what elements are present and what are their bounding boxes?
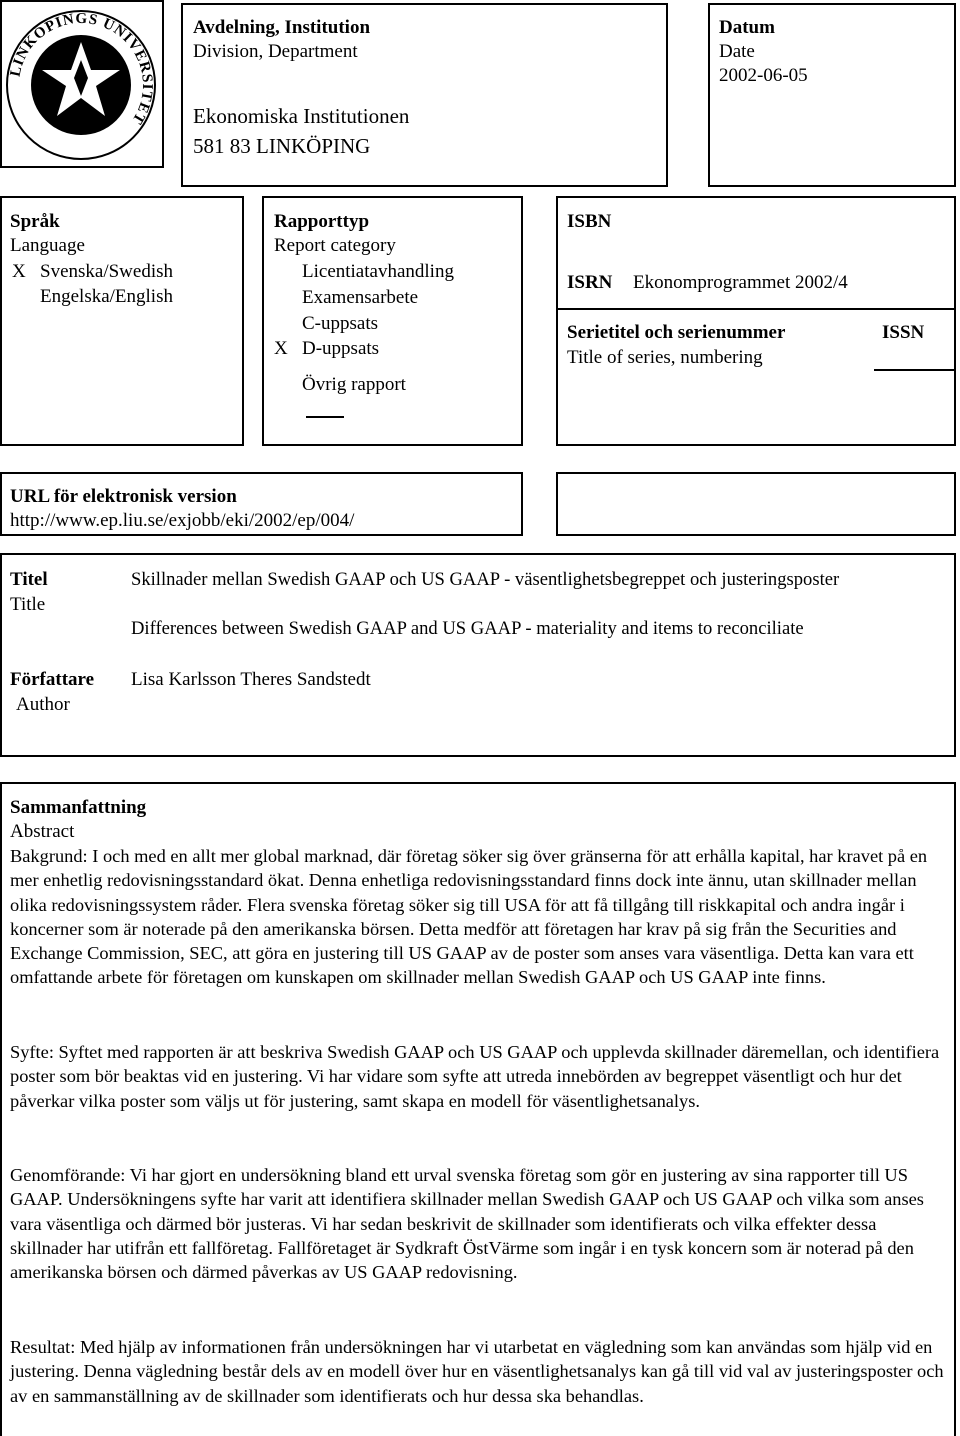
university-logo (4, 8, 158, 162)
title-label-sv: Titel (10, 569, 48, 590)
report-option-licentiate: Licentiatavhandling (302, 261, 454, 282)
language-option-swedish: Svenska/Swedish (40, 261, 173, 282)
report-option-d-uppsats: D-uppsats (302, 338, 380, 359)
report-other-line (306, 416, 344, 418)
abstract-paragraph-purpose: Syfte: Syftet med rapporten är att beskriva Swedish GAAP och US GAAP och upplevda skillnader däremellan, och identifiera poster som bör beaktas vid en justering. Vi har vidare som syfte att utreda innebörden av begreppet väsentligt och hur det påverkar vilka poster som väljs ut för justering, samt skapa en modell för väsentlighetsanalys. (10, 1042, 940, 1111)
url-label: URL för elektronisk version (10, 486, 237, 507)
dept-label-en: Division, Department (193, 41, 358, 62)
dept-name: Ekonomiska Institutionen (193, 104, 410, 128)
title-label-en: Title (10, 594, 46, 615)
abstract-paragraph-result: Resultat: Med hjälp av informationen från undersökningen har vi utarbetat en vägledning som kan användas som hjälp vid en justering. Denna vägledning består dels av en modell över hur en väsentlighetsanalys kan gå till vid val av justeringsposter och av en sammanställning av de skillnader som identifierats och hur dessa ska behandlas. (10, 1337, 944, 1406)
isrn-label: ISRN (567, 272, 613, 293)
language-option-mark: X (12, 261, 26, 282)
url-link[interactable]: http://www.ep.liu.se/exjobb/eki/2002/ep/004/ (10, 510, 355, 531)
date-label-sv: Datum (719, 17, 775, 38)
language-label-sv: Språk (10, 211, 60, 232)
author-label-en: Author (16, 694, 70, 715)
date-label-en: Date (719, 41, 755, 62)
abstract-label-sv: Sammanfattning (10, 797, 147, 818)
language-option-english: Engelska/English (40, 286, 173, 307)
series-label-en: Title of series, numbering (567, 347, 763, 368)
report-option-c-uppsats: C-uppsats (302, 313, 378, 334)
report-option-mark: X (274, 338, 288, 359)
author-label-sv: Författare (10, 669, 95, 690)
abstract-label-en: Abstract (10, 821, 75, 842)
dept-address: 581 83 LINKÖPING (193, 134, 371, 158)
abstract-paragraph-method: Genomförande: Vi har gjort en undersökning bland ett urval svenska företag som gör en justering av sina rapporter till US GAAP. Undersökningens syfte har varit att identifiera skillnader mellan Swedish GAAP och US GAAP och vilka som anses vara väsentliga och därmed bör justeras. Vi har sedan beskrivit de skillnader som identifierats och vilka effekter dessa skillnader har utifrån ett fallföretag. Fallföretaget är Sydkraft ÖstVärme som ingår i en tysk koncern som är noterad på den amerikanska börsen och därmed påverkas av US GAAP redovisning. (10, 1165, 924, 1283)
authors: Lisa Karlsson Theres Sandstedt (131, 669, 371, 690)
url-empty-box (556, 472, 956, 536)
language-label-en: Language (10, 235, 85, 256)
dept-label-sv: Avdelning, Institution (193, 17, 371, 38)
title-swedish: Skillnader mellan Swedish GAAP och US GAAP - väsentlighetsbegreppet och justeringsposter (131, 569, 840, 590)
series-label-sv: Serietitel och serienummer (567, 322, 786, 343)
isbn-label: ISBN (567, 211, 612, 232)
svg-text:LINKÖPINGS UNIVERSITET: LINKÖPINGS UNIVERSITET (7, 10, 156, 128)
report-label-en: Report category (274, 235, 396, 256)
report-other-label: Övrig rapport (302, 374, 406, 395)
title-english: Differences between Swedish GAAP and US GAAP - materiality and items to reconciliate (131, 618, 804, 639)
issn-label: ISSN (882, 322, 925, 343)
isrn-value: Ekonomprogrammet 2002/4 (633, 272, 848, 293)
report-label-sv: Rapporttyp (274, 211, 370, 232)
abstract-paragraph-background: Bakgrund: I och med en allt mer global marknad, där företag söker sig över gränserna för att erhålla kapital, har kravet på en mer enhetlig redovisningsstandard ökat. Denna enhetliga redovisningsstandard finns dock inte ännu, utan skillnader mellan olika redovisningssystem råder. Flera svenska företag söker sig till USA för att få tillgång till riskkapital och andra ingår i koncerner som är noterade på den amerikanska börsen. Detta medför att företagen har krav på sig från the Securities and Exchange Commission, SEC, att göra en justering till US GAAP av de poster som anses vara väsentliga. Detta kan vara ett omfattande arbete för företagen om kunskapen om skillnader mellan Swedish GAAP och US GAAP inte finns. (10, 846, 928, 988)
isbn-divider (558, 308, 954, 310)
report-option-exam: Examensarbete (302, 287, 419, 308)
date-value: 2002-06-05 (719, 65, 808, 86)
issn-line (874, 369, 954, 371)
